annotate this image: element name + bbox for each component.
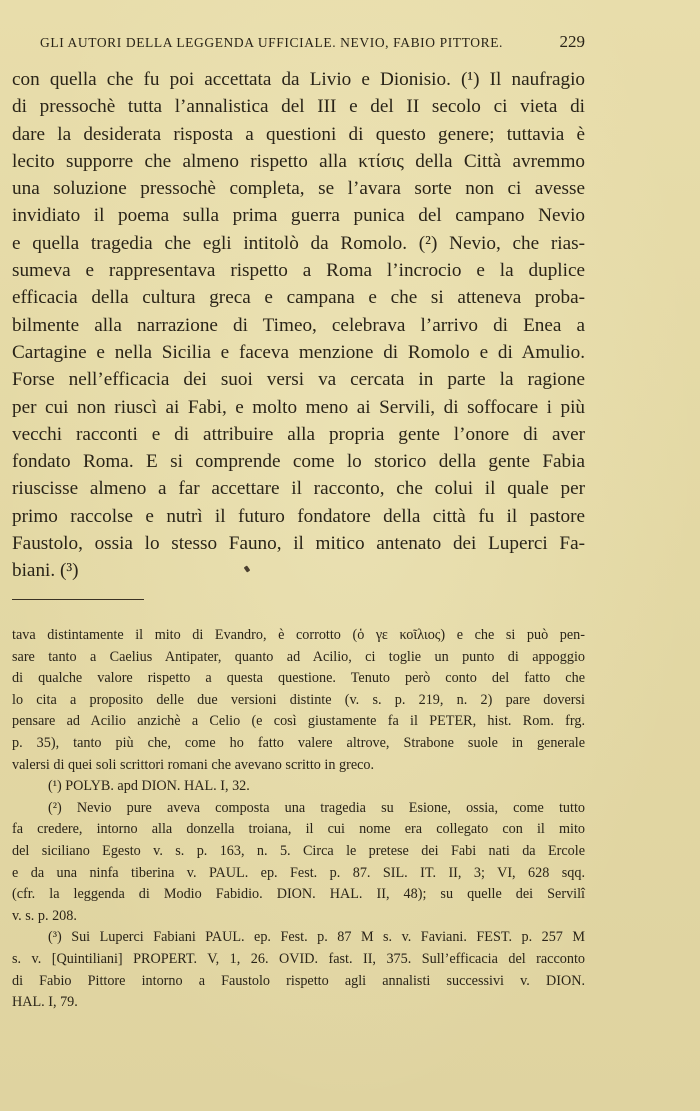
footnote-line: del siciliano Egesto v. s. p. 163, n. 5. Circa le pretese dei Fabi nati da Ercole <box>12 842 585 859</box>
footnote-line: s. v. [Quintiliani] PROPERT. V, 1, 26. OVID. fast. II, 375. Sull’efficacia del racconto <box>12 950 585 967</box>
footnote-line: fa credere, intorno alla donzella troiana, il cui nome era collegato con il mito <box>12 821 585 838</box>
text-line: Forse nell’efficacia dei suoi versi va cercata in parte la ragione <box>12 369 585 391</box>
footnote-line: di Fabio Pittore intorno a Faustolo rispetto agli annalisti successivi v. DION. <box>12 972 585 989</box>
running-header <box>40 32 585 52</box>
text-line: lecito supporre che almeno rispetto alla κτίσις della Città avremmo <box>12 150 585 172</box>
text-line: con quella che fu poi accettata da Livio e Dionisio. (¹) Il naufragio <box>12 69 585 90</box>
footnote-line: sare tanto a Caelius Antipater, quanto ad Acilio, ci toglie un punto di appoggio <box>12 648 585 665</box>
footnote-separator <box>12 599 144 600</box>
running-title: GLI AUTORI DELLA LEGGENDA UFFICIALE. NEVIO, FABIO PITTORE. <box>40 35 504 50</box>
text-line: Faustolo, ossia lo stesso Fauno, il mitico antenato dei Luperci Fa- <box>12 533 585 555</box>
text-line: riuscisse almeno a far accettare il racconto, che colui il quale per <box>12 478 585 500</box>
footnotes <box>12 625 585 1014</box>
footnote-line: pensare ad Acilio anzichè a Celio (e così giustamente fa il PETER, hist. Rom. frg. <box>12 713 585 730</box>
footnote-line: tava distintamente il mito di Evandro, è corrotto (ὁ γε κοῖλιος) e che si può pen- <box>12 627 585 643</box>
text-line: fondato Roma. E si comprende come lo storico della gente Fabia <box>12 451 585 473</box>
text-line: una soluzione pressochè completa, se l’avara sorte non ci avesse <box>12 178 585 200</box>
text-line: e quella tragedia che egli intitolò da Romolo. (²) Nevio, che rias- <box>12 232 585 254</box>
text-line: dare la desiderata risposta a questioni di questo genere; tuttavia è <box>12 123 585 145</box>
footnote-line: v. s. p. 208. <box>12 907 77 924</box>
footnote-line: HAL. I, 79. <box>12 994 78 1011</box>
text-line: di pressochè tutta l’annalistica del III e del II secolo ci vieta di <box>12 96 585 118</box>
footnote-line: e da una ninfa tiberina v. PAUL. ep. Fest. p. 87. SIL. IT. II, 3; VI, 628 sqq. <box>12 864 585 881</box>
text-line: vecchi racconti e di attribuire alla propria gente l’onore di aver <box>12 423 585 445</box>
text-line: Cartagine e nella Sicilia e faceva menzione di Romolo e di Amulio. <box>12 341 585 363</box>
footnote-1: (¹) POLYB. apd DION. HAL. I, 32. <box>48 778 250 795</box>
footnote-line: di qualche valore rispetto a questa questione. Tenuto però conto del fatto che <box>12 670 585 687</box>
footnote-3: (³) Sui Luperci Fabiani PAUL. ep. Fest. p. 87 M s. v. Faviani. FEST. p. 257 M <box>48 929 585 946</box>
page-number: 229 <box>559 32 585 51</box>
footnote-line: lo cita a proposito delle due versioni distinte (v. s. p. 219, n. 2) pare doversi <box>12 691 585 708</box>
footnote-line: p. 35), tanto più che, come ho fatto valere altrove, Strabone suole in generale <box>12 734 585 751</box>
text-line: sumeva e rappresentava rispetto a Roma l’incrocio e la duplice <box>12 260 585 282</box>
footnote-line: (cfr. la leggenda di Modio Fabidio. DION. HAL. II, 48); su quelle dei Servilî <box>12 886 585 903</box>
main-text <box>12 66 585 585</box>
text-line: invidiato il poema sulla prima guerra punica del campano Nevio <box>12 205 585 227</box>
text-line: bilmente alla narrazione di Timeo, celebrava l’arrivo di Enea a <box>12 314 585 336</box>
text-line: biani. (³) <box>12 560 79 582</box>
text-line: primo raccolse e nutrì il futuro fondatore della città fu il pastore <box>12 505 585 527</box>
text-line: per cui non riuscì ai Fabi, e molto meno ai Servili, di soffocare i più <box>12 396 585 418</box>
footnote-line: valersi di quei soli scrittori romani che avevano scritto in greco. <box>12 756 375 773</box>
text-line: efficacia della cultura greca e campana e che si atteneva proba- <box>12 287 585 309</box>
footnote-2: (²) Nevio pure aveva composta una tragedia su Esione, ossia, come tutto <box>48 799 585 816</box>
